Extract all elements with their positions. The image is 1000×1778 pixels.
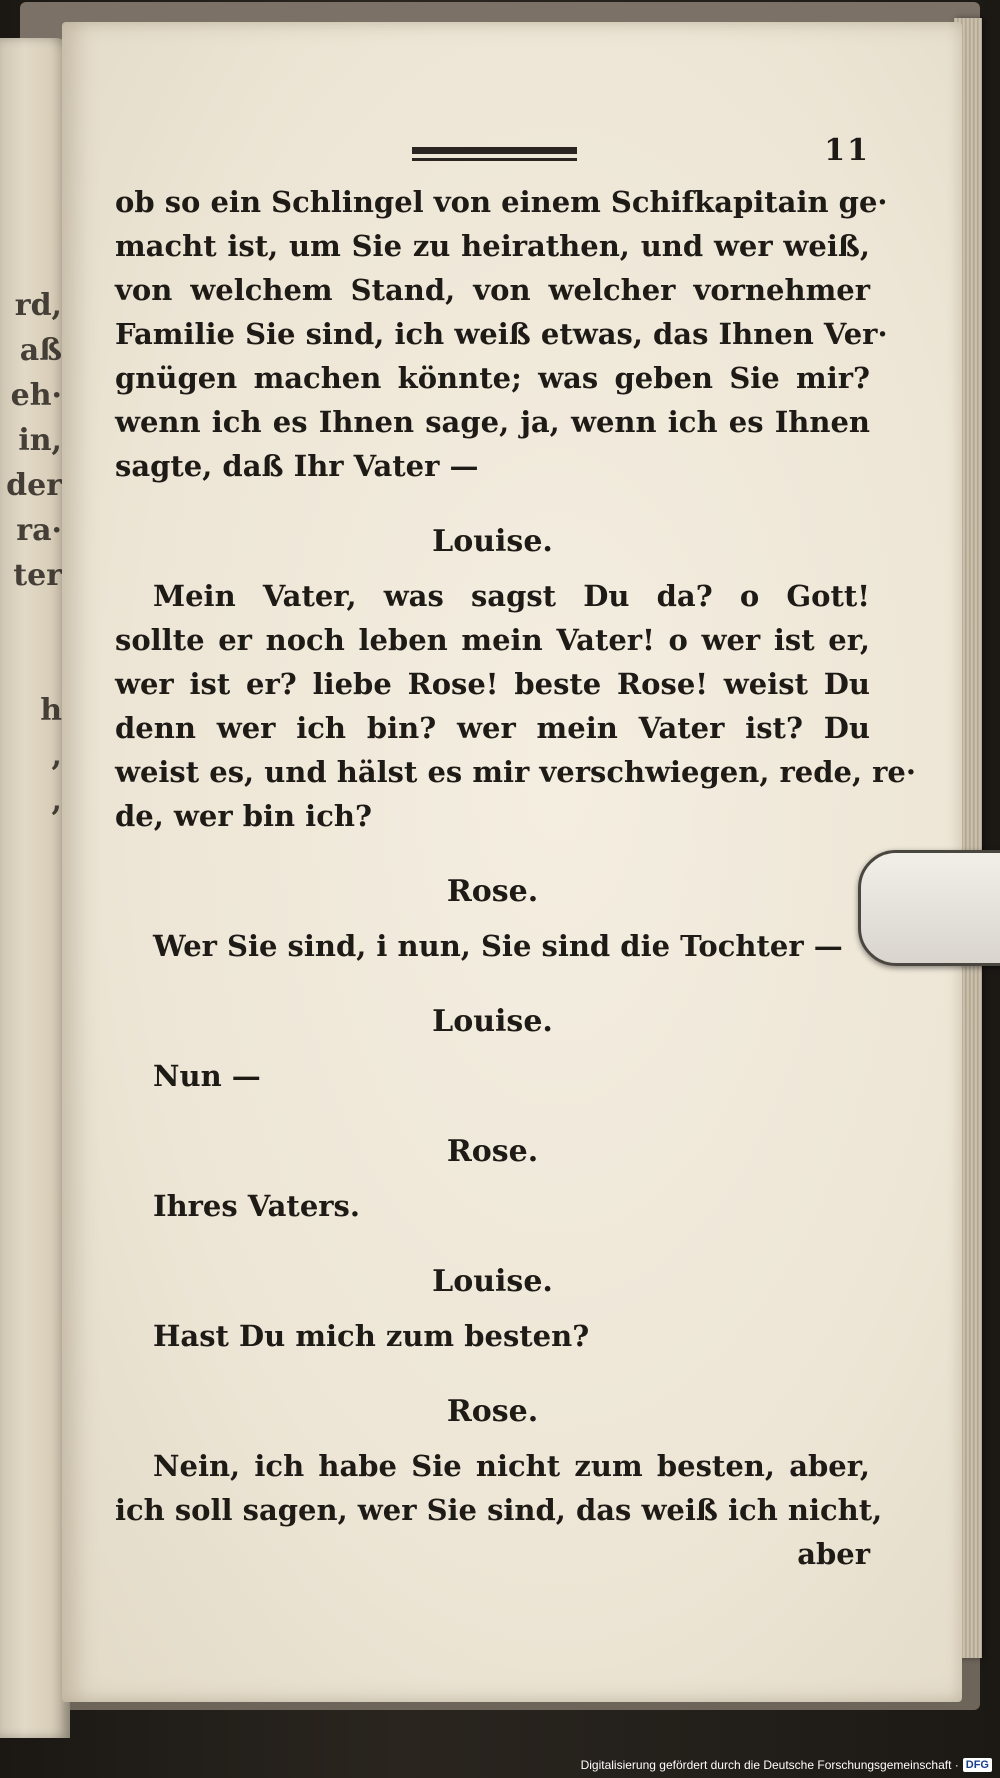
facing-page-fragment: der (6, 468, 62, 503)
facing-page (0, 38, 70, 1738)
text-line: Nein, ich habe Sie nicht zum besten, aber, (153, 1449, 870, 1483)
credit-text: Digitalisierung gefördert durch die Deutsche Forschungsgemeinschaft · (580, 1758, 959, 1772)
speech-paragraph (115, 1444, 883, 1532)
digitization-credit (581, 1758, 992, 1772)
text-line: aber (797, 1537, 870, 1571)
text-line: ich soll sagen, wer Sie sind, das weiß ich nicht, (115, 1493, 883, 1527)
text-line: gnügen machen könnte; was geben Sie mir? (115, 361, 870, 395)
text-line: von welchem Stand, von welcher vornehmer (115, 273, 870, 307)
speech-paragraph (115, 1054, 870, 1098)
speech-paragraph (115, 1184, 870, 1228)
text-line: ob so ein Schlingel von einem Schifkapitain ge· (115, 185, 888, 219)
speaker-name: Louise. (432, 524, 553, 559)
facing-page-fragment (2, 598, 62, 643)
speech-paragraph (115, 180, 888, 488)
header-rule (412, 147, 577, 163)
page-number: 11 (824, 133, 870, 168)
facing-page-fragment: ter (13, 558, 62, 593)
text-line: de, wer bin ich? (115, 799, 372, 833)
speaker-name: Louise. (432, 1264, 553, 1299)
facing-page-fragment: aß (19, 333, 62, 368)
facing-page-fragment (2, 643, 62, 688)
text-line: macht ist, um Sie zu heirathen, und wer weiß, (115, 229, 870, 263)
speaker-name: Rose. (446, 1394, 539, 1429)
facing-page-fragment: , (51, 738, 62, 773)
facing-page-fragment: in, (18, 423, 62, 458)
text-line: weist es, und hälst es mir verschwiegen, rede, re· (115, 755, 916, 789)
speech-paragraph (115, 1314, 870, 1358)
facing-page-fragment: , (51, 783, 62, 818)
text-line: wer ist er? liebe Rose! beste Rose! weist Du (115, 667, 870, 701)
running-head (115, 125, 870, 180)
speaker-name: Louise. (432, 1004, 553, 1039)
text-line: Hast Du mich zum besten? (153, 1319, 590, 1353)
facing-page-text-fragments (2, 283, 62, 823)
speech-paragraph (115, 574, 916, 838)
facing-page-fragment: rd, (14, 288, 62, 323)
text-line: sagte, daß Ihr Vater — (115, 449, 479, 483)
text-line: wenn ich es Ihnen sage, ja, wenn ich es Ihnen (115, 405, 870, 439)
dfg-logo: DFG (963, 1758, 992, 1772)
text-line: Familie Sie sind, ich weiß etwas, das Ihnen Ver· (115, 317, 888, 351)
text-line: denn wer ich bin? wer mein Vater ist? Du (115, 711, 870, 745)
text-blocks (115, 180, 916, 1576)
facing-page-fragment: h (40, 693, 62, 728)
text-line: Nun — (153, 1059, 261, 1093)
bookmark-clip (858, 850, 1000, 966)
text-line: Wer Sie sind, i nun, Sie sind die Tochter — (153, 929, 843, 963)
page-text (115, 125, 916, 1576)
facing-page-fragment: ra· (16, 513, 62, 548)
catchword (115, 1532, 870, 1576)
speaker-name: Rose. (446, 874, 539, 909)
facing-page-fragment: eh· (10, 378, 62, 413)
speaker-name: Rose. (446, 1134, 539, 1169)
text-line: Mein Vater, was sagst Du da? o Gott! (153, 579, 870, 613)
text-line: sollte er noch leben mein Vater! o wer ist er, (115, 623, 870, 657)
text-line: Ihres Vaters. (153, 1189, 360, 1223)
speech-paragraph (115, 924, 870, 968)
